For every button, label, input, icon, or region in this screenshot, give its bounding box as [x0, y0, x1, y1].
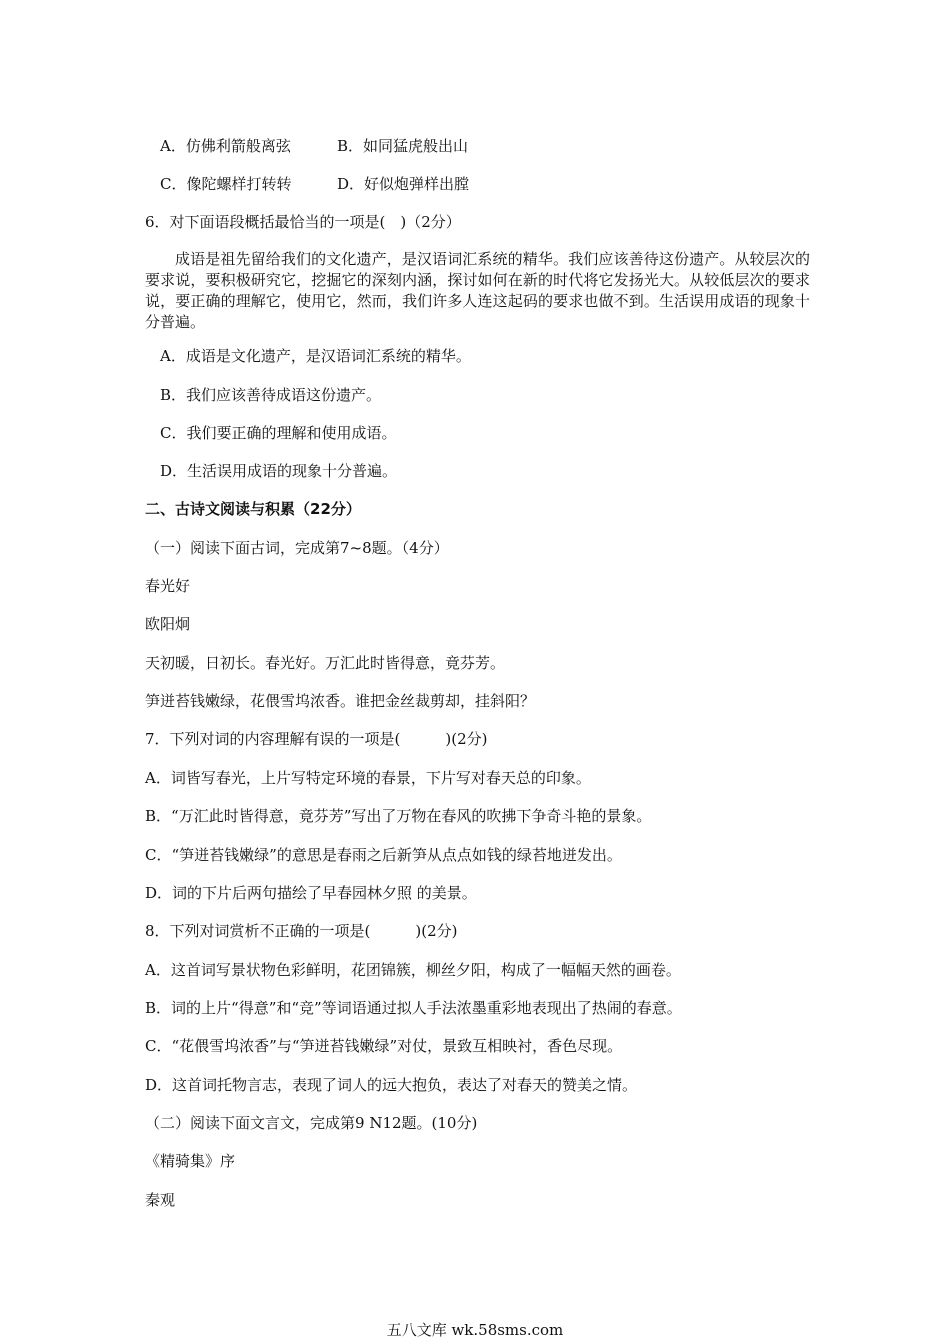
q6-stem: 6．对下面语段概括最恰当的一项是( )（2分） [145, 213, 461, 231]
q5-option-a: A．仿佛利箭般离弦 [160, 137, 291, 155]
poem-line-1: 天初暖，日初长。春光好。万汇此时皆得意，竟芬芳。 [145, 654, 506, 672]
footer-watermark: 五八文库 wk.58sms.com [386, 1321, 564, 1339]
q7-option-a: A．词皆写春光，上片写特定环境的春景，下片写对春天总的印象。 [145, 769, 591, 787]
q6-passage: 成语是祖先留给我们的文化遗产，是汉语词汇系统的精华。我们应该善待这份遗产。从较层次的要求说，要积极研究它，挖掘它的深刻内涵，探讨如何在新的时代将它发扬光大。从较低层次的要求说，要正确的理解它，使用它，然而，我们许多人连这起码的要求也做不到。生活误用成语的现象十分普遍。 [145, 250, 810, 331]
part2-title: 《精骑集》序 [145, 1152, 236, 1170]
q7-stem: 7．下列对词的内容理解有误的一项是( )(2分) [145, 730, 488, 748]
q7-option-c: C．“笋迸苔钱嫩绿”的意思是春雨之后新笋从点点如钱的绿苔地迸发出。 [145, 846, 622, 864]
q6-option-b: B．我们应该善待成语这份遗产。 [160, 386, 382, 404]
q8-option-a: A．这首词写景状物色彩鲜明，花团锦簇，柳丝夕阳，构成了一幅幅天然的画卷。 [145, 961, 681, 979]
q6-option-c: C．我们要正确的理解和使用成语。 [160, 424, 397, 442]
part2-intro: （二）阅读下面文言文，完成第9 N12题。(10分) [145, 1114, 478, 1132]
q8-option-b: B．词的上片“得意”和“竞”等词语通过拟人手法浓墨重彩地表现出了热闹的春意。 [145, 999, 682, 1017]
q7-option-d: D．词的下片后两句描绘了早春园林夕照 的美景。 [145, 884, 477, 902]
poem-line-2: 笋迸苔钱嫩绿，花偎雪坞浓香。谁把金丝裁剪却，挂斜阳？ [145, 692, 536, 710]
part1-intro: （一）阅读下面古词，完成第7~8题。（4分） [145, 539, 449, 557]
poem-title: 春光好 [145, 577, 191, 595]
q5-option-c: C．像陀螺样打转转 [160, 175, 292, 193]
poem-author: 欧阳炯 [145, 615, 191, 633]
section-heading: 二、古诗文阅读与积累（22分） [145, 500, 361, 518]
q8-option-d: D．这首词托物言志，表现了词人的远大抱负，表达了对春天的赞美之情。 [145, 1076, 638, 1094]
q7-option-b: B．“万汇此时皆得意，竟芬芳”写出了万物在春风的吹拂下争奇斗艳的景象。 [145, 807, 652, 825]
q5-option-b: B．如同猛虎般出山 [337, 137, 469, 155]
q8-stem: 8．下列对词赏析不正确的一项是( )(2分) [145, 922, 458, 940]
q5-option-d: D．好似炮弹样出膛 [337, 175, 470, 193]
q6-option-d: D．生活误用成语的现象十分普遍。 [160, 462, 398, 480]
q6-option-a: A．成语是文化遗产，是汉语词汇系统的精华。 [160, 347, 471, 365]
part2-author: 秦观 [145, 1191, 176, 1209]
q8-option-c: C．“花偎雪坞浓香”与“笋迸苔钱嫩绿”对仗，景致互相映衬，香色尽现。 [145, 1037, 623, 1055]
